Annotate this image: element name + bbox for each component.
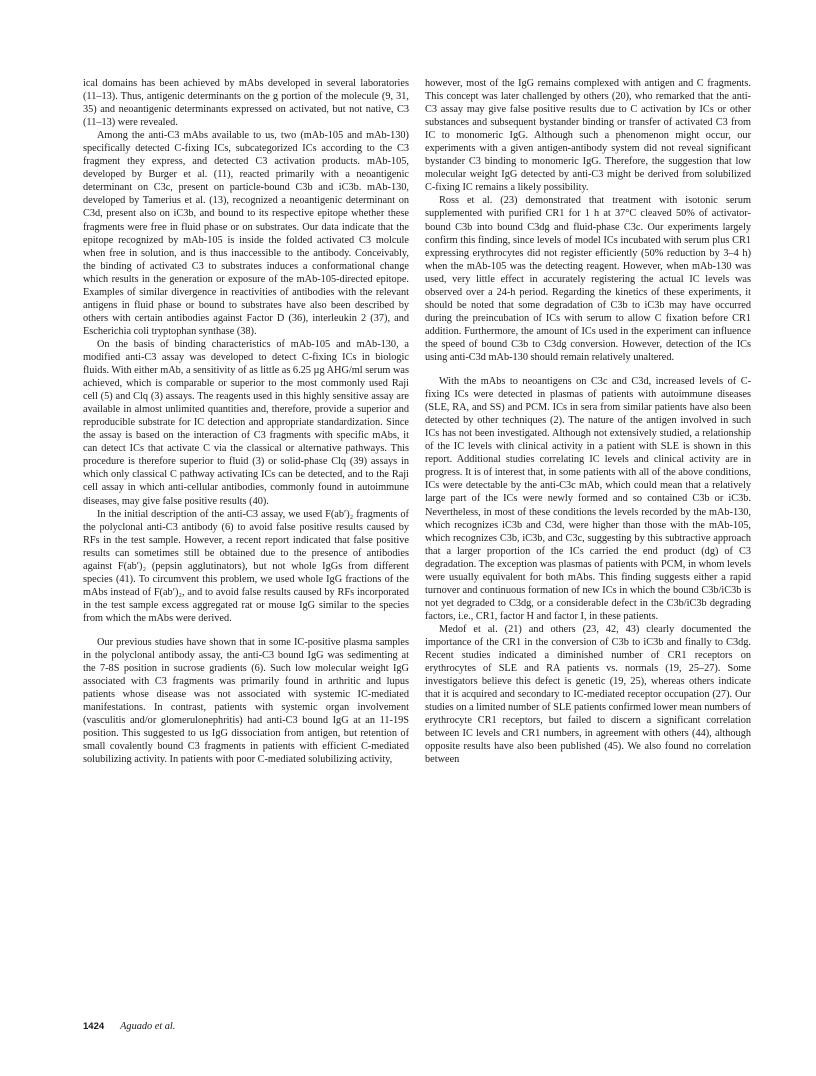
right-paragraph-3: With the mAbs to neoantigens on C3c and C3d, increased levels of C-fixing ICs were detected in plasmas of patients with autoimmune diseases (SLE, RA, and SS) and PCM. ICs in sera from similar patients have also been detected by other techniques (2). The nature of the antigen involved in such ICs has not been investigated. Although not extensively studied, a relationship of the IC levels with clinical activity in a patient with SLE is shown in this report. Additional studies correlating IC levels and clinical activity are in progress. It is of interest that, in some patients with all of the above conditions, ICs were detectable by the anti-C3c mAb, which could mean that a relatively large part of the ICs were newly formed and so contained C3b or iC3b. Nevertheless, in most of these conditions the levels recorded by the mAb-130, which recognizes iC3b and C3d, were higher than those with the mAb-105, which recognizes C3b, iC3b, and C3c, suggesting by this subtractive approach that a larger proportion of the ICs carried the end product (dg) of C3 degradation. The exception was plasmas of patients with PCM, in whom levels were usually equivalent for both mAbs. This finding suggests either a rapid turnover and continuous formation of new ICs in which the bound C3b/iC3b is not yet degraded to C3dg, or a considerable defect in the C3b/iC3b degrading factors, i.e., CR1, factor H and factor I, in these patients. — [425, 376, 751, 622]
left-paragraph-5: Our previous studies have shown that in some IC-positive plasma samples in the polyclonal antibody assay, the anti-C3 bound IgG was sedimenting at the 7-8S position in sucrose gradients (6). Such low molecular weight IgG associated with C3 fragments was primarily found in arthritic and lupus patients whose disease was not associated with systemic IC-mediated manifestations. In contrast, patients with systemic organ involvement (vasculitis and/or glomerulonephritis) had anti-C3 bound IgG at an 11-19S position. This suggested to us IgG dissociation from antigen, but retention of small covalently bound C3 fragments in patients with efficient C-mediated solubilizing activity. In patients with poor C-mediated solubilizing activity, — [83, 636, 409, 766]
page-footer — [83, 1021, 175, 1032]
left-paragraph-1: ical domains has been achieved by mAbs developed in several laboratories (11–13). Thus, antigenic determinants on the g portion of the molecule (9, 31, 35) and neoantigenic determinants expressed on activated, but not native, C3 (11–13) were revealed. — [83, 78, 409, 129]
running-head: Aguado et al. — [120, 1021, 176, 1032]
left-paragraph-2: Among the anti-C3 mAbs available to us, two (mAb-105 and mAb-130) specifically detected C-fixing ICs, subcategorized ICs according to the C3 fragment they express, and detected C3 activation products. mAb-105, developed by Burger et al. (11), reacted primarily with a neoantigenic determinant on C3c, present on particle-bound C3b and iC3b. mAb-130, developed by Tamerius et al. (13), recognized a neoantigenic determinant on C3d, present also on iC3b, and bound to its respective epitope whether these fragments were free in fluid phase or on substrates. Our data indicate that the epitope recognized by mAb-105 is inside the folded activated C3 molcule when free in solution, and is thus inaccessible to the antibody. Conceivably, the binding of activated C3 to substrates induces a conformational change which results in the generation or exposure of the mAb-105-directed epitope. Examples of similar divergence in reactivities of antibodies with the relevant antigens in fluid phase or bound to substrates have also been described by others with certain antibodies against Factor D (36), interleukin 2 (37), and Escherichia coli tryptophan synthase (38). — [83, 130, 409, 337]
right-paragraph-4: Medof et al. (21) and others (23, 42, 43) clearly documented the importance of the CR1 in the conversion of C3b to iC3b and finally to C3dg. Recent studies indicated a diminished number of CR1 receptors on erythrocytes of SLE and RA patients vs. normals (19, 25–27). Some investigators believe this defect is genetic (19, 25), whereas others indicate that it is acquired and secondary to IC-mediated receptor occupation (27). Our studies on a limited number of SLE patients confirmed lower mean numbers of erythrocyte CR1 receptors, but failed to discern a significant correlation between IC levels and CR1 numbers, in agreement with others (44), although opposite results have also been published (45). We also found no correlation between — [425, 623, 751, 766]
page-number: 1424 — [83, 1021, 105, 1032]
right-paragraph-1: however, most of the IgG remains complexed with antigen and C fragments. This concept was later challenged by others (20), who remarked that the anti-C3 assay may give false positive results due to C activation by ICs or other substances and subsequent bystander binding or transfer of activated C3 from IC to monomeric IgG. Although such a phenomenon might occur, our experiments with a given antigen-antibody system did not reveal significant bystander C3 binding to monomeric IgG. Therefore, the suggestion that low molecular weight IgG detected by anti-C3 might be derived from solubilized C-fixing IC remains a likely possibility. — [425, 78, 751, 194]
left-paragraph-4: In the initial description of the anti-C3 assay, we used F(ab′)₂ fragments of the polyclonal anti-C3 antibody (6) to avoid false positive results caused by RFs in the test sample. However, a recent report indicated that false positive results can sometimes still be obtained due to the presence of antibodies against F(ab′)₂ (pepsin agglutinators), but not whole IgGs from different species (41). To circumvent this problem, we used whole IgG fractions of the mAbs instead of F(ab′)₂, and to avoid false results caused by RFs incorporated in the test sample excess aggregated rat or mouse IgG similar to the species from which the mAbs were derived. — [83, 508, 409, 624]
left-column — [83, 77, 409, 766]
right-column — [425, 77, 751, 766]
right-paragraph-2: Ross et al. (23) demonstrated that treatment with isotonic serum supplemented with purified CR1 for 1 h at 37°C cleaved 50% of activator-bound C3b into bound C3dg and fluid-phase C3c. Our experiments largely confirm this finding, since levels of model ICs incubated with serum plus CR1 expressing erythrocytes did not register efficiently (50% reduction by 3–4 h) when the mAb-105 was the detecting reagent. However, when mAb-130 was used, very little effect in accurately registering the actual IC levels was observed over a 24-h period. Regarding the kinetics of these experiments, it should be noted that some degradation of C3b to iC3b may have occurred during the preincubation of ICs with serum to allow C fixation before CR1 addition. Furthermore, the amount of ICs used in the experiment can influence the speed of bound C3b to C3dg conversion. However, detection of the ICs using anti-C3d mAb-130 should remain relatively unaltered. — [425, 195, 751, 363]
left-paragraph-3: On the basis of binding characteristics of mAb-105 and mAb-130, a modified anti-C3 assay was developed to detect C-fixing ICs in biologic fluids. With either mAb, a sensitivity of as little as 6.25 µg AHG/ml serum was achieved, which is comparable or superior to the most commonly used Raji cell (5) and Clq (3) assays. The reagents used in this highly sensitive assay are available in almost unlimited quantities and, therefore, provide a superior and reproducible substrate for IC detection and appropriate standardization. Since the assay is based on the interaction of C3 fragments with specific mAbs, it can detect ICs that activate C via the classical or alternative pathways. This procedure is therefore superior to fluid (3) or solid-phase Clq (39) assays in which only classical C pathway activating ICs can be detected, and to the Raji cell assay in which anti-cellular antibodies, commonly found in autoimmune diseases, may give false positive results (40). — [83, 338, 409, 507]
